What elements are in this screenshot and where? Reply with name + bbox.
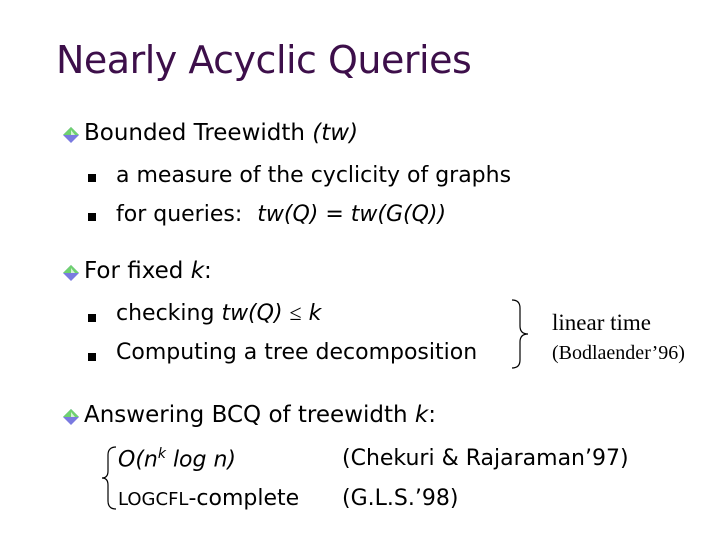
- note-linear-time: linear time: [552, 310, 651, 335]
- bullet-text: Answering BCQ of treewidth: [84, 402, 408, 428]
- leq-symbol: ≤: [289, 300, 302, 325]
- colon: :: [428, 402, 436, 428]
- left-brace-icon: [100, 445, 120, 511]
- sub-bullet-measure: a measure of the cyclicity of graphs: [116, 163, 512, 188]
- diamond-bullet-icon: [62, 408, 80, 426]
- bullet-text: Bounded Treewidth: [84, 120, 305, 146]
- formula-o-n: O(n: [118, 447, 158, 473]
- sub-bullet-text: for queries:: [116, 202, 243, 227]
- logcfl-label: LOGCFL: [118, 489, 189, 510]
- diamond-bullet-icon: [62, 126, 80, 144]
- square-bullet-icon: [88, 314, 96, 322]
- variable-k: k: [190, 258, 205, 284]
- note-bodlaender: (Bodlaender’96): [552, 342, 685, 364]
- bullet-answering-bcq: [84, 402, 436, 428]
- sub-bullet-checking: [116, 300, 321, 326]
- diamond-bullet-icon: [62, 264, 80, 282]
- square-bullet-icon: [88, 174, 96, 182]
- variable-k: k: [414, 402, 429, 428]
- citation-chekuri: (Chekuri & Rajaraman’97): [342, 446, 629, 471]
- bullet-bounded-treewidth: [84, 120, 358, 146]
- formula-log-n: log n): [165, 447, 237, 473]
- formula-tw-q: tw(Q): [221, 301, 283, 326]
- formula-tw: tw(Q) = tw(G(Q)): [257, 202, 447, 227]
- slide-title: Nearly Acyclic Queries: [56, 38, 472, 82]
- sub-bullet-text: checking: [116, 301, 215, 326]
- right-brace-icon: [508, 298, 538, 370]
- bullet-italic-tw: (tw): [312, 120, 359, 146]
- formula-superscript-k: k: [157, 446, 166, 462]
- citation-gls: (G.L.S.’98): [342, 486, 459, 511]
- complete-label: -complete: [188, 486, 300, 511]
- bullet-for-fixed-k: [84, 258, 212, 284]
- complexity-line-1: [118, 446, 236, 472]
- complexity-line-2: [118, 486, 299, 511]
- bullet-text: For fixed: [84, 258, 184, 284]
- sub-bullet-computing: Computing a tree decomposition: [116, 340, 478, 365]
- variable-k: k: [308, 301, 322, 326]
- sub-bullet-for-queries: [116, 202, 446, 227]
- square-bullet-icon: [88, 213, 96, 221]
- colon: :: [204, 258, 212, 284]
- square-bullet-icon: [88, 353, 96, 361]
